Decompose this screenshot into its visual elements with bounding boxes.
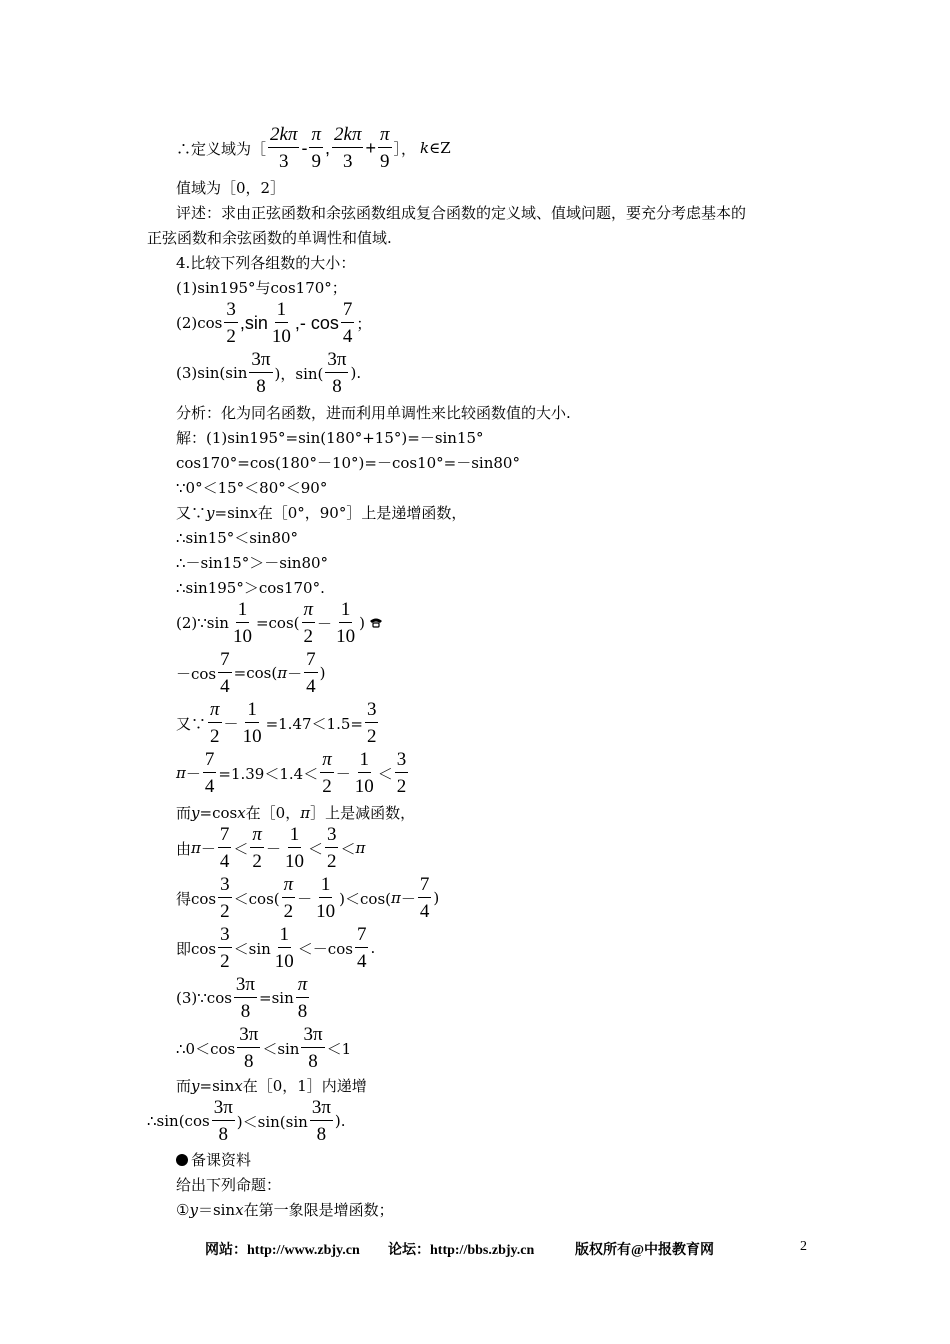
less-than: ＜ <box>233 839 249 858</box>
solution-line-7: ∴sin195°＞cos170°. <box>176 579 325 597</box>
circled-number: ① <box>176 1200 190 1219</box>
text: ＜1 <box>326 1039 352 1058</box>
part2-line-e <box>176 802 415 823</box>
text: (2)cos <box>176 314 223 332</box>
fraction: $\frac{7}{4}$ <box>306 649 316 697</box>
fraction: $\frac{\pi}{9}$ <box>311 124 321 172</box>
fraction: $\frac{3\pi}{8}$ <box>213 1097 233 1145</box>
comma: , <box>325 137 331 158</box>
telephone-icon <box>368 614 384 632</box>
fraction: $\frac{1}{10}$ <box>284 824 304 872</box>
solution-line-2: cos170°=cos(180°－10°)=－cos10°=－sin80° <box>176 454 520 472</box>
fraction: $\frac{3\pi}{8}$ <box>303 1024 323 1072</box>
pi-symbol: π <box>176 764 186 782</box>
fraction: $\frac{1}{10}$ <box>274 924 294 972</box>
fraction: $\frac{1}{10}$ <box>336 599 356 647</box>
text: 得cos <box>176 889 217 908</box>
text: ). <box>334 1112 346 1130</box>
question-4-part-3 <box>176 350 361 396</box>
text: 在［0， <box>245 804 301 822</box>
text: ). <box>350 364 362 382</box>
text: ］上是减函数， <box>310 804 416 822</box>
text: 在［0°，90°］上是递增函数， <box>257 504 467 522</box>
variable-y: y <box>189 1200 198 1219</box>
footer-copyright: 版权所有@中报教育网 <box>575 1243 715 1258</box>
pi-symbol: π <box>355 839 366 857</box>
analysis: 分析：化为同名函数，进而利用单调性来比较函数值的大小. <box>176 404 571 422</box>
fraction: $\frac{3}{2}$ <box>396 749 407 797</box>
text: =1.47＜1.5= <box>265 714 363 733</box>
text: ∈Z <box>429 139 451 157</box>
fraction: $\frac{7}{4}$ <box>204 749 215 797</box>
solution-line-4 <box>176 502 466 523</box>
text: =cos <box>199 803 238 822</box>
minus-sign: － <box>297 889 313 908</box>
text: ∴sin(cos <box>147 1112 210 1130</box>
text: =cos( <box>233 664 278 682</box>
part2-line-g <box>176 875 439 921</box>
range-line: 值域为［0，2］ <box>176 179 286 197</box>
fraction: $\frac{7}{4}$ <box>419 874 430 922</box>
part3-line-c <box>176 1075 367 1096</box>
text: 在第一象限是增函数； <box>243 1201 394 1219</box>
text: 在［0，1］内递增 <box>242 1077 367 1095</box>
comment-line-2: 正弦函数和余弦函数的单调性和值域. <box>147 229 392 247</box>
text: ＝sin <box>197 1201 236 1219</box>
solution-line-6: ∴－sin15°＞－sin80° <box>176 554 329 572</box>
fraction: $\frac{1}{10}$ <box>271 299 291 347</box>
part2-line-h <box>176 925 375 971</box>
text: )＜cos( <box>339 889 392 908</box>
fraction: $\frac{\pi}{2}$ <box>252 824 262 872</box>
fraction: $\frac{7}{4}$ <box>342 299 353 347</box>
question-4-part-2 <box>176 300 371 346</box>
text: 由 <box>176 839 192 858</box>
minus-sign: － <box>335 764 351 783</box>
fraction: $\frac{3}{2}$ <box>220 924 230 972</box>
fraction: $\frac{1}{10}$ <box>316 874 336 922</box>
text: ＜cos( <box>233 889 280 908</box>
text: 而 <box>176 804 192 822</box>
text: . <box>370 939 376 957</box>
text: =sin <box>214 503 250 522</box>
question-4: 4.比较下列各组数的大小： <box>176 254 356 272</box>
part2-line-f <box>176 825 365 871</box>
minus-sign: － <box>265 839 281 858</box>
part3-line-b <box>176 1025 351 1071</box>
fraction: $\frac{3}{2}$ <box>220 874 230 922</box>
fraction: $\frac{3\pi}{8}$ <box>239 1024 259 1072</box>
text: (3)sin(sin <box>176 364 248 382</box>
pi-symbol: π <box>391 889 401 907</box>
text: ＜－cos <box>297 939 353 958</box>
fraction: $\frac{7}{4}$ <box>356 924 367 972</box>
text: =1.39＜1.4＜ <box>218 764 319 783</box>
proposition-1 <box>176 1199 394 1220</box>
text: ∴定义域为［ <box>176 139 267 158</box>
variable-x: x <box>234 1076 243 1095</box>
text: ) <box>433 889 440 907</box>
minus-sign: － <box>287 664 303 683</box>
minus-sign: － <box>185 764 201 783</box>
text: ,sin <box>239 312 268 333</box>
text: 而 <box>176 1077 192 1095</box>
variable-y: y <box>191 1076 200 1095</box>
part2-line-b <box>176 650 325 696</box>
pi-symbol: π <box>300 803 311 822</box>
fraction: $\frac{1}{10}$ <box>232 599 252 647</box>
solution-line-3: ∵0°＜15°＜80°＜90° <box>176 479 328 497</box>
text: 即cos <box>176 939 217 958</box>
fraction: $\frac{1}{10}$ <box>242 699 262 747</box>
fraction: $\frac{7}{4}$ <box>219 824 230 872</box>
less-than: ＜ <box>307 839 323 858</box>
variable-x: x <box>235 1200 244 1219</box>
page-number: 2 <box>800 1239 807 1254</box>
fraction: $\frac{3\pi}{8}$ <box>311 1097 331 1145</box>
fraction: $\frac{1}{10}$ <box>354 749 374 797</box>
heading-text: 备课资料 <box>191 1151 252 1169</box>
part2-line-d <box>176 750 410 796</box>
pi-symbol: π <box>277 664 288 682</box>
fraction: $\frac{\pi}{8}$ <box>297 974 308 1022</box>
text: 又∵ <box>176 714 207 733</box>
fraction: $\frac{\pi}{2}$ <box>283 874 294 922</box>
text: ； <box>356 314 372 333</box>
text: ) <box>319 664 326 682</box>
variable-x: x <box>237 803 246 822</box>
comment-line-1: 评述：求由正弦函数和余弦函数组成复合函数的定义域、值域问题，要充分考虑基本的 <box>176 204 747 222</box>
text: )，sin( <box>274 364 324 383</box>
part2-line-a <box>176 600 384 646</box>
less-than: ＜ <box>377 764 393 783</box>
text: ∴0＜cos <box>176 1039 236 1058</box>
text: ＜sin <box>262 1039 300 1058</box>
pi-symbol: π <box>191 839 201 857</box>
minus-sign: － <box>200 839 216 858</box>
text: ＜sin <box>233 939 271 958</box>
text: =sin <box>199 1076 235 1095</box>
fraction: $\frac{3\pi}{8}$ <box>327 349 347 397</box>
fraction: $\frac{2k\pi}{3}$ <box>270 124 298 172</box>
fraction: $\frac{3\pi}{8}$ <box>251 349 271 397</box>
footer-forum[interactable]: 论坛：http://bbs.zbjy.cn <box>388 1243 535 1258</box>
solution-line-1: 解：(1)sin195°=sin(180°+15°)=－sin15° <box>176 429 484 447</box>
solution-line-5: ∴sin15°＜sin80° <box>176 529 299 547</box>
text: 又∵ <box>176 504 207 522</box>
domain-line <box>176 125 451 171</box>
text: =sin <box>259 989 294 1007</box>
part3-line-d <box>147 1098 346 1144</box>
question-4-part-1: (1)sin195°与cos170°； <box>176 279 347 297</box>
fraction: $\frac{\pi}{9}$ <box>379 124 390 172</box>
prep-materials-heading <box>176 1149 251 1170</box>
fraction: $\frac{2k\pi}{3}$ <box>334 124 362 172</box>
fraction: $\frac{\pi}{2}$ <box>322 749 332 797</box>
text: (2)∵sin <box>176 614 229 632</box>
variable-y: y <box>206 503 215 522</box>
footer-website[interactable]: 网站：http://www.zbjy.cn <box>205 1243 360 1258</box>
text: ］， <box>393 139 417 158</box>
text: =cos( <box>255 614 300 632</box>
fraction: $\frac{7}{4}$ <box>220 649 230 697</box>
fraction: $\frac{\pi}{2}$ <box>210 699 220 747</box>
bullet-icon <box>176 1154 188 1166</box>
variable-k: k <box>420 139 430 157</box>
minus-sign: - <box>301 137 308 158</box>
fraction: $\frac{\pi}{2}$ <box>303 599 314 647</box>
fraction: $\frac{3}{2}$ <box>226 299 236 347</box>
less-than: ＜ <box>340 839 356 858</box>
fraction: $\frac{3\pi}{8}$ <box>235 974 256 1022</box>
minus-sign: － <box>400 889 416 908</box>
minus-sign: － <box>223 714 239 733</box>
plus-sign: + <box>365 137 376 158</box>
fraction: $\frac{3}{2}$ <box>366 699 377 747</box>
text: (3)∵cos <box>176 989 232 1007</box>
variable-x: x <box>249 503 258 522</box>
text: －cos <box>176 664 217 683</box>
part2-line-c <box>176 700 380 746</box>
variable-y: y <box>191 803 200 822</box>
fraction: $\frac{3}{2}$ <box>326 824 337 872</box>
text: )＜sin(sin <box>236 1112 308 1131</box>
text: ) <box>359 614 365 632</box>
part3-line-a <box>176 975 311 1021</box>
given-propositions: 给出下列命题： <box>176 1176 282 1194</box>
minus-sign: － <box>317 614 333 633</box>
text: ,- cos <box>294 312 339 333</box>
